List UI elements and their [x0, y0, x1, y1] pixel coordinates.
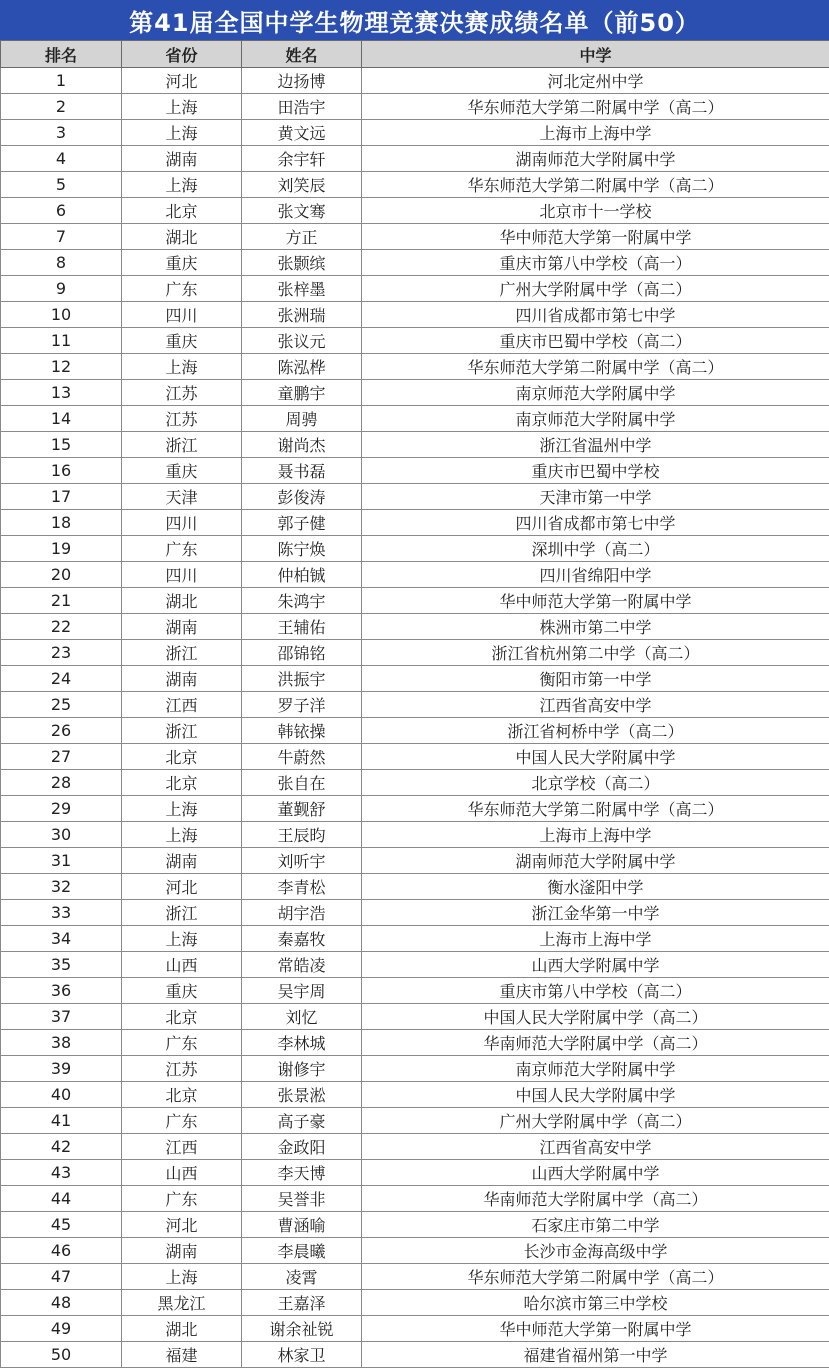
cell-school: 浙江金华第一中学 [362, 900, 829, 926]
cell-rank: 50 [1, 1342, 122, 1368]
table-row [1, 458, 829, 484]
cell-school: 中国人民大学附属中学 [362, 744, 829, 770]
cell-rank: 38 [1, 1030, 122, 1056]
cell-rank: 37 [1, 1004, 122, 1030]
cell-province: 北京 [122, 1082, 242, 1108]
cell-name: 张议元 [242, 328, 362, 354]
cell-province: 湖北 [122, 1316, 242, 1342]
cell-rank: 36 [1, 978, 122, 1004]
cell-rank: 2 [1, 94, 122, 120]
cell-name: 王辰昀 [242, 822, 362, 848]
table-row [1, 250, 829, 276]
cell-province: 重庆 [122, 250, 242, 276]
results-table [0, 40, 829, 1368]
cell-province: 河北 [122, 1212, 242, 1238]
cell-rank: 40 [1, 1082, 122, 1108]
cell-school: 南京师范大学附属中学 [362, 406, 829, 432]
cell-name: 陈宁焕 [242, 536, 362, 562]
cell-province: 浙江 [122, 718, 242, 744]
cell-school: 江西省高安中学 [362, 1134, 829, 1160]
table-row [1, 1316, 829, 1342]
cell-name: 曹涵喻 [242, 1212, 362, 1238]
table-row [1, 822, 829, 848]
cell-rank: 31 [1, 848, 122, 874]
cell-name: 常皓凌 [242, 952, 362, 978]
cell-school: 华南师范大学附属中学（高二） [362, 1030, 829, 1056]
cell-school: 长沙市金海高级中学 [362, 1238, 829, 1264]
cell-school: 华中师范大学第一附属中学 [362, 224, 829, 250]
cell-name: 金政阳 [242, 1134, 362, 1160]
cell-school: 浙江省柯桥中学（高二） [362, 718, 829, 744]
cell-province: 四川 [122, 562, 242, 588]
cell-province: 湖北 [122, 588, 242, 614]
cell-rank: 44 [1, 1186, 122, 1212]
cell-name: 董觐舒 [242, 796, 362, 822]
cell-name: 林家卫 [242, 1342, 362, 1368]
cell-school: 上海市上海中学 [362, 926, 829, 952]
cell-name: 方正 [242, 224, 362, 250]
cell-rank: 12 [1, 354, 122, 380]
cell-rank: 48 [1, 1290, 122, 1316]
table-row [1, 1186, 829, 1212]
cell-rank: 6 [1, 198, 122, 224]
cell-province: 北京 [122, 770, 242, 796]
cell-rank: 27 [1, 744, 122, 770]
table-row [1, 68, 829, 94]
cell-school: 重庆市第八中学校（高二） [362, 978, 829, 1004]
cell-province: 北京 [122, 198, 242, 224]
cell-name: 田浩宇 [242, 94, 362, 120]
table-row [1, 94, 829, 120]
table-row [1, 224, 829, 250]
cell-school: 深圳中学（高二） [362, 536, 829, 562]
cell-province: 湖南 [122, 666, 242, 692]
cell-province: 广东 [122, 1186, 242, 1212]
cell-school: 上海市上海中学 [362, 822, 829, 848]
cell-province: 湖南 [122, 146, 242, 172]
cell-name: 李青松 [242, 874, 362, 900]
cell-school: 湖南师范大学附属中学 [362, 848, 829, 874]
cell-name: 陈泓桦 [242, 354, 362, 380]
cell-school: 河北定州中学 [362, 68, 829, 94]
cell-rank: 18 [1, 510, 122, 536]
cell-rank: 49 [1, 1316, 122, 1342]
cell-province: 上海 [122, 94, 242, 120]
cell-province: 湖南 [122, 848, 242, 874]
cell-rank: 23 [1, 640, 122, 666]
cell-school: 华南师范大学附属中学（高二） [362, 1186, 829, 1212]
cell-name: 韩铱操 [242, 718, 362, 744]
cell-name: 仲柏铖 [242, 562, 362, 588]
cell-school: 四川省绵阳中学 [362, 562, 829, 588]
cell-name: 胡宇浩 [242, 900, 362, 926]
cell-name: 刘听宇 [242, 848, 362, 874]
cell-rank: 46 [1, 1238, 122, 1264]
cell-school: 四川省成都市第七中学 [362, 510, 829, 536]
cell-province: 上海 [122, 120, 242, 146]
cell-school: 中国人民大学附属中学（高二） [362, 1004, 829, 1030]
cell-province: 广东 [122, 536, 242, 562]
cell-school: 江西省高安中学 [362, 692, 829, 718]
table-row [1, 796, 829, 822]
cell-rank: 10 [1, 302, 122, 328]
cell-name: 朱鸿宇 [242, 588, 362, 614]
cell-province: 广东 [122, 1108, 242, 1134]
cell-school: 湖南师范大学附属中学 [362, 146, 829, 172]
cell-name: 吴誉非 [242, 1186, 362, 1212]
cell-rank: 15 [1, 432, 122, 458]
cell-province: 四川 [122, 302, 242, 328]
cell-province: 广东 [122, 1030, 242, 1056]
cell-rank: 9 [1, 276, 122, 302]
cell-province: 天津 [122, 484, 242, 510]
table-row [1, 848, 829, 874]
column-header-province: 省份 [122, 41, 242, 68]
cell-province: 浙江 [122, 900, 242, 926]
cell-school: 华东师范大学第二附属中学（高二） [362, 354, 829, 380]
cell-name: 张梓墨 [242, 276, 362, 302]
table-row [1, 172, 829, 198]
table-row [1, 1238, 829, 1264]
cell-rank: 47 [1, 1264, 122, 1290]
cell-rank: 35 [1, 952, 122, 978]
table-row [1, 1004, 829, 1030]
cell-name: 张自在 [242, 770, 362, 796]
cell-province: 北京 [122, 744, 242, 770]
cell-province: 上海 [122, 926, 242, 952]
table-row [1, 198, 829, 224]
cell-province: 浙江 [122, 640, 242, 666]
cell-name: 李晨曦 [242, 1238, 362, 1264]
cell-province: 北京 [122, 1004, 242, 1030]
cell-school: 重庆市巴蜀中学校（高二） [362, 328, 829, 354]
cell-rank: 33 [1, 900, 122, 926]
cell-school: 哈尔滨市第三中学校 [362, 1290, 829, 1316]
cell-name: 刘忆 [242, 1004, 362, 1030]
cell-school: 石家庄市第二中学 [362, 1212, 829, 1238]
table-row [1, 406, 829, 432]
cell-school: 华东师范大学第二附属中学（高二） [362, 94, 829, 120]
table-row [1, 666, 829, 692]
cell-rank: 26 [1, 718, 122, 744]
cell-name: 高子豪 [242, 1108, 362, 1134]
cell-school: 中国人民大学附属中学 [362, 1082, 829, 1108]
table-row [1, 562, 829, 588]
table-row [1, 978, 829, 1004]
cell-rank: 22 [1, 614, 122, 640]
cell-province: 上海 [122, 354, 242, 380]
cell-province: 上海 [122, 796, 242, 822]
cell-name: 吴宇周 [242, 978, 362, 1004]
cell-school: 重庆市巴蜀中学校 [362, 458, 829, 484]
cell-province: 上海 [122, 1264, 242, 1290]
cell-rank: 14 [1, 406, 122, 432]
table-row [1, 432, 829, 458]
cell-rank: 30 [1, 822, 122, 848]
table-row [1, 770, 829, 796]
cell-rank: 11 [1, 328, 122, 354]
cell-rank: 43 [1, 1160, 122, 1186]
cell-province: 重庆 [122, 458, 242, 484]
cell-province: 重庆 [122, 978, 242, 1004]
table-row [1, 1264, 829, 1290]
cell-name: 郭子健 [242, 510, 362, 536]
cell-province: 上海 [122, 172, 242, 198]
table-row [1, 146, 829, 172]
cell-name: 李林城 [242, 1030, 362, 1056]
cell-rank: 42 [1, 1134, 122, 1160]
table-body [1, 68, 829, 1368]
table-row [1, 718, 829, 744]
cell-school: 华中师范大学第一附属中学 [362, 1316, 829, 1342]
cell-school: 华东师范大学第二附属中学（高二） [362, 172, 829, 198]
table-row [1, 328, 829, 354]
cell-name: 刘笑辰 [242, 172, 362, 198]
cell-name: 谢尚杰 [242, 432, 362, 458]
cell-province: 广东 [122, 276, 242, 302]
table-row [1, 1108, 829, 1134]
cell-rank: 19 [1, 536, 122, 562]
table-row [1, 1082, 829, 1108]
table-row [1, 640, 829, 666]
cell-province: 山西 [122, 1160, 242, 1186]
cell-province: 江西 [122, 692, 242, 718]
cell-name: 张洲瑞 [242, 302, 362, 328]
cell-school: 北京学校（高二） [362, 770, 829, 796]
cell-rank: 45 [1, 1212, 122, 1238]
header-row [1, 41, 829, 68]
cell-name: 彭俊涛 [242, 484, 362, 510]
cell-rank: 16 [1, 458, 122, 484]
cell-province: 江苏 [122, 406, 242, 432]
cell-name: 罗子洋 [242, 692, 362, 718]
cell-name: 谢余祉锐 [242, 1316, 362, 1342]
table-row [1, 588, 829, 614]
cell-school: 重庆市第八中学校（高一） [362, 250, 829, 276]
cell-province: 湖南 [122, 1238, 242, 1264]
cell-name: 秦嘉牧 [242, 926, 362, 952]
cell-name: 王辅佑 [242, 614, 362, 640]
cell-province: 浙江 [122, 432, 242, 458]
table-row [1, 952, 829, 978]
table-row [1, 926, 829, 952]
table-row [1, 744, 829, 770]
cell-school: 天津市第一中学 [362, 484, 829, 510]
table-row [1, 510, 829, 536]
cell-name: 聂书磊 [242, 458, 362, 484]
table-row [1, 1030, 829, 1056]
table-row [1, 276, 829, 302]
cell-name: 边扬博 [242, 68, 362, 94]
cell-rank: 39 [1, 1056, 122, 1082]
table-row [1, 1056, 829, 1082]
table-row [1, 900, 829, 926]
cell-rank: 17 [1, 484, 122, 510]
cell-rank: 4 [1, 146, 122, 172]
cell-school: 上海市上海中学 [362, 120, 829, 146]
cell-name: 童鹏宇 [242, 380, 362, 406]
column-header-name: 姓名 [242, 41, 362, 68]
cell-rank: 34 [1, 926, 122, 952]
cell-name: 张颢缤 [242, 250, 362, 276]
cell-province: 黑龙江 [122, 1290, 242, 1316]
cell-school: 南京师范大学附属中学 [362, 380, 829, 406]
table-row [1, 536, 829, 562]
cell-school: 广州大学附属中学（高二） [362, 1108, 829, 1134]
cell-school: 浙江省温州中学 [362, 432, 829, 458]
cell-school: 广州大学附属中学（高二） [362, 276, 829, 302]
cell-name: 张文骞 [242, 198, 362, 224]
cell-rank: 13 [1, 380, 122, 406]
column-header-rank: 排名 [1, 41, 122, 68]
cell-province: 山西 [122, 952, 242, 978]
cell-school: 衡水滏阳中学 [362, 874, 829, 900]
cell-name: 洪振宇 [242, 666, 362, 692]
cell-province: 上海 [122, 822, 242, 848]
cell-school: 福建省福州第一中学 [362, 1342, 829, 1368]
table-row [1, 120, 829, 146]
cell-rank: 7 [1, 224, 122, 250]
table-row [1, 484, 829, 510]
table-row [1, 302, 829, 328]
table-row [1, 1342, 829, 1368]
cell-province: 湖南 [122, 614, 242, 640]
column-header-school: 中学 [362, 41, 829, 68]
cell-school: 株洲市第二中学 [362, 614, 829, 640]
cell-name: 凌霄 [242, 1264, 362, 1290]
table-row [1, 1134, 829, 1160]
cell-rank: 5 [1, 172, 122, 198]
cell-school: 南京师范大学附属中学 [362, 1056, 829, 1082]
table-row [1, 1212, 829, 1238]
cell-province: 江苏 [122, 1056, 242, 1082]
cell-rank: 24 [1, 666, 122, 692]
table-row [1, 874, 829, 900]
cell-school: 山西大学附属中学 [362, 1160, 829, 1186]
table-row [1, 380, 829, 406]
cell-province: 湖北 [122, 224, 242, 250]
table-row [1, 354, 829, 380]
cell-name: 周骋 [242, 406, 362, 432]
cell-province: 四川 [122, 510, 242, 536]
cell-school: 山西大学附属中学 [362, 952, 829, 978]
cell-name: 牛蔚然 [242, 744, 362, 770]
page-title: 第41届全国中学生物理竞赛决赛成绩名单（前50） [0, 0, 829, 40]
cell-name: 王嘉泽 [242, 1290, 362, 1316]
cell-rank: 21 [1, 588, 122, 614]
cell-school: 衡阳市第一中学 [362, 666, 829, 692]
cell-province: 江苏 [122, 380, 242, 406]
cell-rank: 28 [1, 770, 122, 796]
cell-name: 李天博 [242, 1160, 362, 1186]
cell-name: 邵锦铭 [242, 640, 362, 666]
cell-rank: 41 [1, 1108, 122, 1134]
table-row [1, 614, 829, 640]
cell-school: 华东师范大学第二附属中学（高二） [362, 796, 829, 822]
cell-school: 北京市十一学校 [362, 198, 829, 224]
cell-rank: 3 [1, 120, 122, 146]
cell-province: 重庆 [122, 328, 242, 354]
cell-school: 四川省成都市第七中学 [362, 302, 829, 328]
cell-rank: 8 [1, 250, 122, 276]
cell-name: 余宇轩 [242, 146, 362, 172]
cell-name: 黄文远 [242, 120, 362, 146]
cell-rank: 1 [1, 68, 122, 94]
cell-school: 华中师范大学第一附属中学 [362, 588, 829, 614]
table-row [1, 1160, 829, 1186]
cell-province: 江西 [122, 1134, 242, 1160]
cell-rank: 20 [1, 562, 122, 588]
cell-rank: 29 [1, 796, 122, 822]
cell-name: 谢修宇 [242, 1056, 362, 1082]
cell-school: 浙江省杭州第二中学（高二） [362, 640, 829, 666]
cell-province: 河北 [122, 68, 242, 94]
cell-rank: 25 [1, 692, 122, 718]
cell-name: 张景淞 [242, 1082, 362, 1108]
table-row [1, 692, 829, 718]
cell-province: 福建 [122, 1342, 242, 1368]
cell-rank: 32 [1, 874, 122, 900]
cell-province: 河北 [122, 874, 242, 900]
table-row [1, 1290, 829, 1316]
cell-school: 华东师范大学第二附属中学（高二） [362, 1264, 829, 1290]
